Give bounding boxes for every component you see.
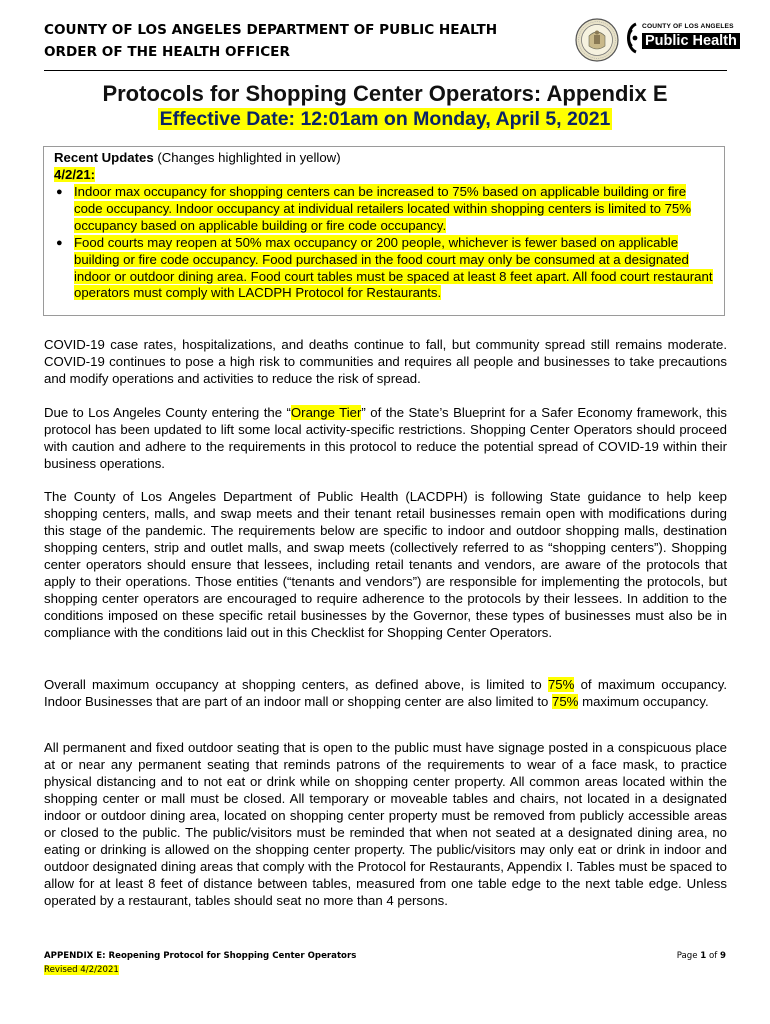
- paragraph-orange-tier: [44, 404, 727, 472]
- public-health-mark-icon: [622, 22, 640, 54]
- header-order: ORDER OF THE HEALTH OFFICER: [44, 44, 290, 60]
- footer-revised: [44, 965, 119, 975]
- county-seal-logo: [575, 18, 619, 62]
- recent-updates-box: [43, 146, 725, 316]
- updates-date-text: 4/2/21:: [54, 167, 96, 182]
- highlight-orange-tier: Orange Tier: [290, 405, 362, 420]
- paragraph-text: maximum occupancy.: [578, 694, 709, 709]
- paragraph-text: Due to Los Angeles County entering the “: [44, 405, 291, 420]
- highlight-occupancy: 75%: [547, 677, 575, 692]
- bullet-icon: ●: [56, 237, 63, 249]
- highlight-occupancy: 75%: [552, 694, 579, 709]
- page-title: Protocols for Shopping Center Operators: Appendix E: [102, 81, 668, 106]
- footer-revised-text: Revised 4/2/2021: [44, 965, 119, 975]
- bullet-icon: ●: [56, 186, 63, 198]
- updates-heading: [54, 150, 341, 165]
- paragraph-text: of maximum occupancy. Indoor Businesses that are part of an indoor mall or shopping center are also limited to: [44, 677, 727, 709]
- paragraph-lacdph-guidance: The County of Los Angeles Department of Public Health (LACDPH) is following State guidance to help keep shopping centers, malls, and swap meets and their tenant retail businesses remain open with modifications during this stage of the pandemic. The requirements below are specific to indoor and outdoor shopping malls, destination shopping centers, strip and outlet malls, and swap meets (collectively referred to as “shopping centers”). Shopping center operators should ensure that lessees, including retail tenants and vendors, are aware of the protocols that apply to their operations. Those entities (“tenants and vendors”) are responsible for implementing the protocols, but shopping center operators are encouraged to require adherence to the protocols by their lessees. In addition to the conditions imposed on these specific retail businesses by the Governor, these types of businesses must also be in compliance with the conditions laid out in this Checklist for Shopping Center Operators.: [44, 489, 727, 640]
- header-department: COUNTY OF LOS ANGELES DEPARTMENT OF PUBLIC HEALTH: [44, 22, 498, 38]
- updates-date: [54, 167, 95, 182]
- paragraph-occupancy: [44, 676, 727, 710]
- paragraph-text: ” of the State’s Blueprint for a Safer Economy framework, this protocol has been updated to lift some local activity-specific restrictions. Shopping Center Operators should proceed with caution and adhere to the requirements in this protocol to reduce the potential spread of COVID-19 within their business operations.: [44, 405, 727, 471]
- updates-heading-bold: Recent Updates: [54, 150, 154, 165]
- footer-document-title: APPENDIX E: Reopening Protocol for Shopping Center Operators: [44, 951, 357, 961]
- paragraph-covid-status: COVID-19 case rates, hospitalizations, and deaths continue to fall, but community spread still remains moderate. COVID-19 continues to pose a high risk to communities and requires all people and businesses to take precautions and modify operations and activities to reduce the risk of spread.: [44, 337, 727, 386]
- page-of: of: [706, 951, 721, 961]
- page-label: Page: [676, 951, 701, 961]
- public-health-logo: [622, 20, 737, 60]
- paragraph-text: Overall maximum occupancy at shopping centers, as defined above, is limited to: [44, 677, 548, 692]
- updates-heading-note: (Changes highlighted in yellow): [153, 150, 341, 165]
- page-total: 9: [720, 951, 726, 961]
- footer-page-number: [677, 951, 726, 961]
- page-current: 1: [700, 951, 707, 961]
- effective-date-text: Effective Date: 12:01am on Monday, April 5, 2021: [159, 108, 611, 130]
- update-item-text: Indoor max occupancy for shopping centers can be increased to 75% based on applicable building or fire code occupancy. Indoor occupancy at individual retailers located within shopping centers is limited to 75% occupancy based on applicable building or fire code occupancy.: [74, 184, 691, 233]
- paragraph-outdoor-seating: All permanent and fixed outdoor seating that is open to the public must have signage posted in a conspicuous place at or near any permanent seating that reminds patrons of the requirements to wear of a face mask, to practice physical distancing and to not eat or drink while on shopping center property. All common areas located within the shopping center or mall must be closed. All temporary or moveable tables and chairs, not located in a designated indoor or outdoor dining area, located on shopping center property must be removed from publicly accessible areas or closed to the public. The public/visitors must be reminded that when not seated at a designated dining area, no eating or drinking is allowed on the shopping center property. The public/visitors may only eat or drink in indoor and outdoor designated dining areas that comply with the Protocol for Restaurants, Appendix I. Tables must be spaced to allow for at least 8 feet of distance between tables, measured from one table edge to the next table edge. Unless operated by a restaurant, tables should seat no more than 4 persons.: [44, 740, 727, 908]
- header-divider: [44, 70, 727, 71]
- logo-county-text: COUNTY OF LOS ANGELES: [642, 23, 734, 30]
- effective-date: [0, 108, 770, 131]
- logo-public-health-text: Public Health: [642, 33, 740, 49]
- update-item-text: Food courts may reopen at 50% max occupancy or 200 people, whichever is fewer based on applicable building or fire code occupancy. Food purchased in the food court may only be consumed at a designated indoor or outdoor dining area. Food court tables must be spaced at least 8 feet apart. All food court restaurant operators must comply with LACDPH Protocol for Restaurants.: [74, 235, 713, 301]
